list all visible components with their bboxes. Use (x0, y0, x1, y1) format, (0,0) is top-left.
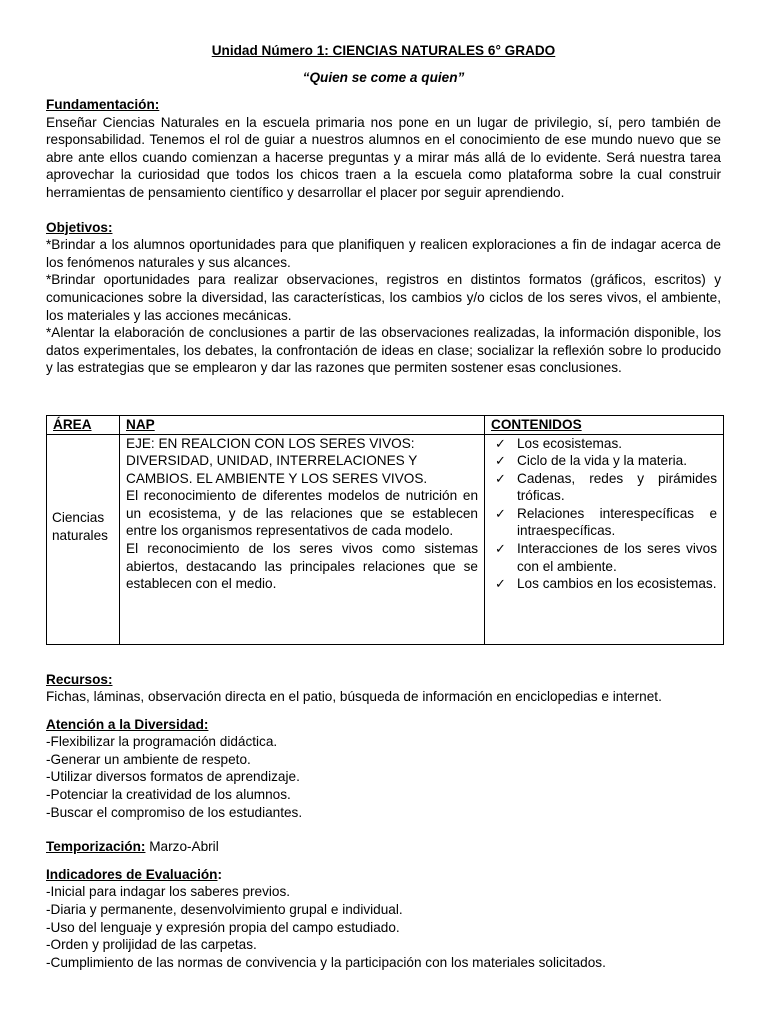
objetivos-section (46, 219, 721, 377)
list-item: -Buscar el compromiso de los estudiantes. (46, 804, 303, 820)
list-item: -Cumplimiento de las normas de convivencia y la participación con los materiales solicitados. (46, 954, 606, 970)
objetivo-item: *Brindar a los alumnos oportunidades para que planifiquen y realicen exploraciones a fin de indagar acerca de los fenómenos naturales y sus alcances. (46, 237, 721, 270)
document-subtitle: “Quien se come a quien” (302, 70, 465, 85)
contenido-text: Interacciones de los seres vivos con el ambiente. (517, 541, 717, 574)
evaluacion-heading-line (46, 866, 721, 884)
checkmark-icon: ✓ (495, 435, 506, 451)
list-item: -Diaria y permanente, desenvolvimiento grupal e individual. (46, 902, 403, 918)
recursos-heading: Recursos: (46, 671, 113, 687)
temporizacion-value: Marzo-Abril (149, 839, 219, 855)
header-area: ÁREA (47, 415, 120, 434)
list-item: -Potenciar la creatividad de los alumnos. (46, 787, 291, 803)
nap-table (46, 415, 724, 645)
contenido-text: Cadenas, redes y pirámides tróficas. (517, 470, 717, 504)
checkmark-icon: ✓ (495, 541, 506, 557)
evaluacion-section (46, 866, 721, 972)
table-header-row (47, 415, 724, 434)
contenidos-cell (485, 434, 724, 644)
document-page (46, 42, 721, 971)
diversidad-heading: Atención a la Diversidad: (46, 716, 209, 732)
list-item: -Generar un ambiente de respeto. (46, 751, 251, 767)
fundamentacion-section (46, 96, 721, 202)
objetivos-heading: Objetivos: (46, 219, 113, 235)
checkmark-icon: ✓ (495, 576, 506, 592)
area-cell (47, 434, 120, 644)
recursos-text: Fichas, láminas, observación directa en el patio, búsqueda de información en enciclopedias e internet. (46, 689, 662, 705)
recursos-section (46, 671, 721, 706)
nap-cell (120, 434, 485, 644)
diversidad-section (46, 716, 721, 822)
objetivo-item: *Alentar la elaboración de conclusiones a partir de las observaciones realizadas, la información disponible, los datos experimentales, los debates, la confrontación de ideas en clase; socializar la reflexión sobre lo producido y las estrategias que se emplearon y dar las razones que permiten sostener esas conclusiones. (46, 325, 721, 376)
temporizacion-heading: Temporización: (46, 839, 146, 855)
list-item: -Utilizar diversos formatos de aprendizaje. (46, 769, 300, 785)
header-nap: NAP (120, 415, 485, 434)
list-item (495, 435, 717, 453)
evaluacion-colon: : (217, 866, 223, 882)
contenido-text: Los cambios en los ecosistemas. (517, 576, 717, 592)
nap-eje: EJE: EN REALCION CON LOS SERES VIVOS: DIVERSIDAD, UNIDAD, INTERRELACIONES Y CAMBIOS. EL AMBIENTE Y LOS SERES VIVOS. (126, 435, 428, 486)
header-contenidos: CONTENIDOS (485, 415, 724, 434)
fundamentacion-heading: Fundamentación: (46, 97, 160, 112)
contenido-text: Ciclo de la vida y la materia. (517, 453, 687, 469)
evaluacion-heading: Indicadores de Evaluación (46, 866, 218, 882)
checkmark-icon: ✓ (495, 453, 506, 469)
list-item: -Inicial para indagar los saberes previos. (46, 884, 291, 900)
nap-item: El reconocimiento de los seres vivos como sistemas abiertos, destacando las principales relaciones que se establecen con el medio. (126, 541, 478, 592)
document-title: Unidad Número 1: CIENCIAS NATURALES 6° GRADO (211, 43, 556, 58)
list-item: -Flexibilizar la programación didáctica. (46, 734, 278, 750)
area-text: Ciencias naturales (52, 510, 108, 543)
table-row (47, 434, 724, 644)
list-item (495, 452, 717, 470)
checkmark-icon: ✓ (495, 505, 506, 521)
checkmark-icon: ✓ (495, 470, 506, 486)
list-item (495, 470, 717, 505)
temporizacion-section (46, 838, 721, 856)
contenidos-list (493, 435, 717, 593)
contenido-text: Relaciones interespecíficas e intraespecíficas. (517, 505, 717, 539)
fundamentacion-text: Enseñar Ciencias Naturales en la escuela primaria nos pone en un lugar de privilegio, sí, pero también de responsabilidad. Tenemos el rol de guiar a nuestros alumnos en el conocimiento de ese mundo nuevo que se abre ante ellos cuando comienzan a hacerse preguntas y a mirar más allá de lo evidente. Será nuestra tarea aprovechar la curiosidad que todos los chicos traen a la escuela como plataforma sobre la cual construir herramientas de pensamiento científico y desarrollar el placer por seguir aprendiendo. (46, 114, 721, 200)
nap-item: El reconocimiento de diferentes modelos de nutrición en un ecosistema, y de las relaciones que se establecen entre los organismos representativos de cada modelo. (126, 488, 478, 539)
list-item: -Orden y prolijidad de las carpetas. (46, 937, 257, 953)
contenido-text: Los ecosistemas. (517, 435, 623, 451)
list-item (495, 540, 717, 575)
objetivo-item: *Brindar oportunidades para realizar observaciones, registros en distintos formatos (gráficos, escritos) y comunicaciones sobre la diversidad, las características, los cambios y/o ciclos de los seres vivos, el ambiente, los materiales y las acciones mecánicas. (46, 272, 721, 323)
list-item (495, 575, 717, 593)
list-item (495, 505, 717, 540)
list-item: -Uso del lenguaje y expresión propia del campo estudiado. (46, 919, 400, 935)
